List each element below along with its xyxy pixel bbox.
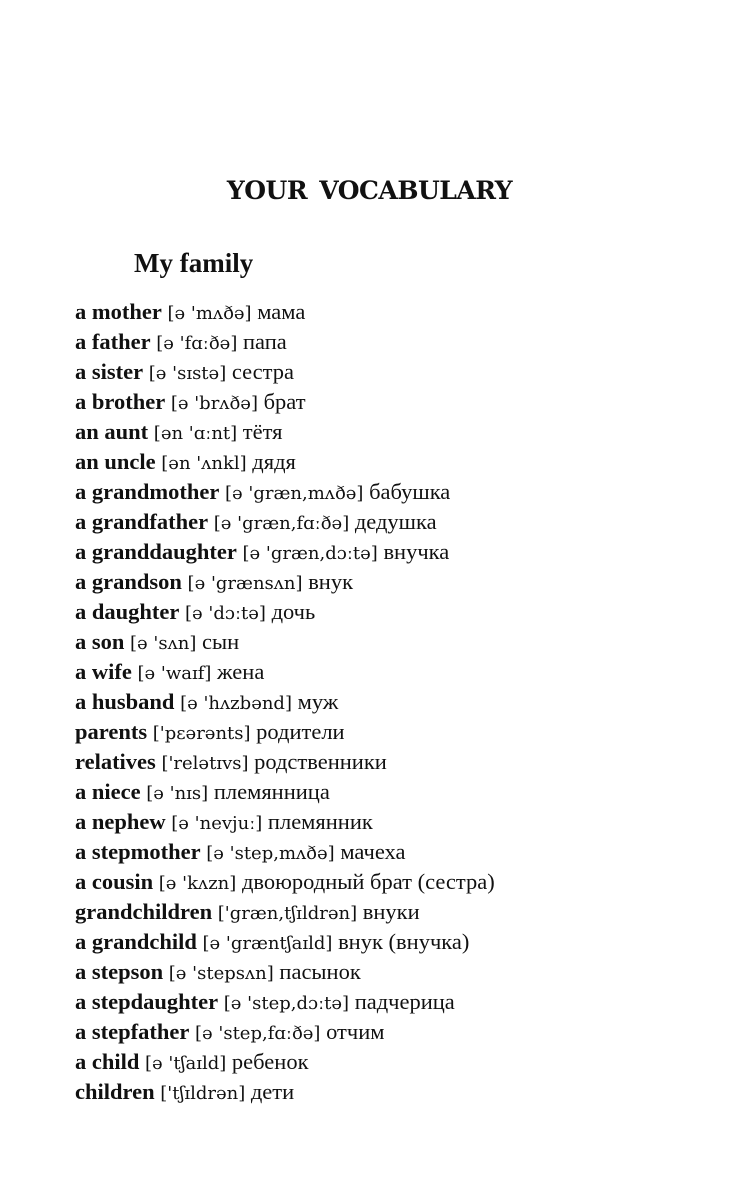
entry-word: a nephew xyxy=(75,809,166,834)
vocabulary-entry xyxy=(75,357,715,387)
entry-transcription: [ə 'sʌn] xyxy=(130,633,197,654)
vocabulary-entry xyxy=(75,837,715,867)
entry-transcription: [ə 'step,fɑːðə] xyxy=(194,1023,321,1044)
entry-transcription: [ə 'nevjuː] xyxy=(171,813,263,834)
entry-word: a granddaughter xyxy=(75,539,237,564)
entry-translation: дедушка xyxy=(354,509,437,534)
entry-word: a father xyxy=(75,329,151,354)
entry-transcription: [ə 'græntʃaɪld] xyxy=(202,933,333,954)
entry-transcription: ['relətɪvs] xyxy=(161,753,249,774)
entry-word: a sister xyxy=(75,359,144,384)
vocabulary-entry xyxy=(75,987,715,1017)
entry-transcription: [ə 'nɪs] xyxy=(146,783,209,804)
entry-word: a grandmother xyxy=(75,479,220,504)
entry-word: a cousin xyxy=(75,869,154,894)
entry-translation: жена xyxy=(217,659,265,684)
entry-word: a grandson xyxy=(75,569,182,594)
entry-word: a grandchild xyxy=(75,929,197,954)
entry-transcription: [ə 'step,dɔːtə] xyxy=(223,993,350,1014)
vocabulary-entry xyxy=(75,807,715,837)
vocabulary-entry xyxy=(75,387,715,417)
entry-transcription: [ə 'stepsʌn] xyxy=(168,963,274,984)
entry-translation: родственники xyxy=(254,749,387,774)
entry-translation: двоюродный брат (сестра) xyxy=(241,869,495,894)
entry-translation: сын xyxy=(202,629,240,654)
entry-word: a daughter xyxy=(75,599,180,624)
entry-word: an uncle xyxy=(75,449,156,474)
entry-translation: папа xyxy=(242,329,287,354)
entry-word: grandchildren xyxy=(75,899,213,924)
entry-transcription: [ə 'dɔːtə] xyxy=(185,603,266,624)
entry-translation: племянница xyxy=(213,779,330,804)
entry-translation: родители xyxy=(256,719,345,744)
vocabulary-entry xyxy=(75,747,715,777)
entry-transcription: [ən 'ɑːnt] xyxy=(153,423,238,444)
entry-translation: дочь xyxy=(271,599,316,624)
entry-transcription: [ə 'græn,fɑːðə] xyxy=(213,513,350,534)
vocabulary-entry xyxy=(75,447,715,477)
entry-translation: муж xyxy=(297,689,339,714)
vocabulary-entry xyxy=(75,567,715,597)
entry-word: a husband xyxy=(75,689,175,714)
entry-word: a brother xyxy=(75,389,166,414)
vocabulary-entry xyxy=(75,327,715,357)
entry-transcription: [ə 'brʌðə] xyxy=(170,393,258,414)
vocabulary-entry xyxy=(75,1047,715,1077)
entry-translation: падчерица xyxy=(354,989,455,1014)
entry-word: an aunt xyxy=(75,419,149,444)
entry-translation: племянник xyxy=(267,809,373,834)
vocabulary-entry xyxy=(75,297,715,327)
entry-transcription: [ə 'mʌðə] xyxy=(167,303,252,324)
entry-transcription: [ə 'græn,dɔːtə] xyxy=(242,543,378,564)
entry-translation: ребенок xyxy=(231,1049,309,1074)
entry-transcription: ['græn,tʃɪldrən] xyxy=(217,903,358,924)
vocabulary-entry xyxy=(75,627,715,657)
entry-translation: внучка xyxy=(383,539,450,564)
vocabulary-entry xyxy=(75,957,715,987)
vocabulary-list xyxy=(75,297,715,1107)
entry-translation: мачеха xyxy=(340,839,406,864)
entry-translation: внук xyxy=(308,569,354,594)
entry-transcription: [ə 'græn,mʌðə] xyxy=(225,483,364,504)
section-title: My family xyxy=(134,248,254,278)
vocabulary-entry xyxy=(75,657,715,687)
entry-transcription: [ə 'hʌzbənd] xyxy=(180,693,292,714)
entry-transcription: [ə 'sɪstə] xyxy=(148,363,227,384)
entry-word: a son xyxy=(75,629,125,654)
entry-translation: внук (внучка) xyxy=(338,929,470,954)
page-heading: YOUR VOCABULARY xyxy=(226,176,513,205)
vocabulary-entry xyxy=(75,597,715,627)
entry-word: a stepmother xyxy=(75,839,201,864)
vocabulary-entry xyxy=(75,687,715,717)
vocabulary-entry xyxy=(75,717,715,747)
entry-translation: тётя xyxy=(242,419,283,444)
entry-transcription: [ə 'waɪf] xyxy=(137,663,212,684)
vocabulary-entry xyxy=(75,1017,715,1047)
entry-word: a stepfather xyxy=(75,1019,190,1044)
entry-translation: бабушка xyxy=(369,479,451,504)
entry-transcription: [ə 'step,mʌðə] xyxy=(206,843,335,864)
vocabulary-entry xyxy=(75,927,715,957)
entry-transcription: [ə 'grænsʌn] xyxy=(187,573,303,594)
entry-translation: пасынок xyxy=(279,959,361,984)
entry-word: a stepdaughter xyxy=(75,989,219,1014)
entry-translation: брат xyxy=(263,389,306,414)
vocabulary-entry xyxy=(75,507,715,537)
entry-transcription: ['tʃɪldrən] xyxy=(160,1083,246,1104)
vocabulary-entry xyxy=(75,777,715,807)
entry-word: a grandfather xyxy=(75,509,209,534)
entry-word: a stepson xyxy=(75,959,164,984)
entry-translation: дети xyxy=(250,1079,295,1104)
vocabulary-entry xyxy=(75,537,715,567)
entry-translation: мама xyxy=(257,299,306,324)
vocabulary-entry xyxy=(75,867,715,897)
vocabulary-entry xyxy=(75,417,715,447)
entry-transcription: ['pɛərənts] xyxy=(152,723,251,744)
entry-word: parents xyxy=(75,719,148,744)
entry-word: a child xyxy=(75,1049,140,1074)
vocabulary-entry xyxy=(75,897,715,927)
entry-transcription: [ə 'tʃaɪld] xyxy=(145,1053,227,1074)
vocabulary-entry xyxy=(75,477,715,507)
entry-transcription: [ən 'ʌnkl] xyxy=(161,453,247,474)
entry-translation: отчим xyxy=(326,1019,385,1044)
entry-word: a niece xyxy=(75,779,141,804)
vocabulary-entry xyxy=(75,1077,715,1107)
entry-translation: внуки xyxy=(362,899,420,924)
entry-word: a wife xyxy=(75,659,132,684)
entry-translation: сестра xyxy=(231,359,294,384)
entry-translation: дядя xyxy=(252,449,296,474)
entry-word: relatives xyxy=(75,749,156,774)
entry-word: a mother xyxy=(75,299,162,324)
entry-transcription: [ə 'fɑːðə] xyxy=(156,333,238,354)
entry-word: children xyxy=(75,1079,155,1104)
entry-transcription: [ə 'kʌzn] xyxy=(158,873,237,894)
